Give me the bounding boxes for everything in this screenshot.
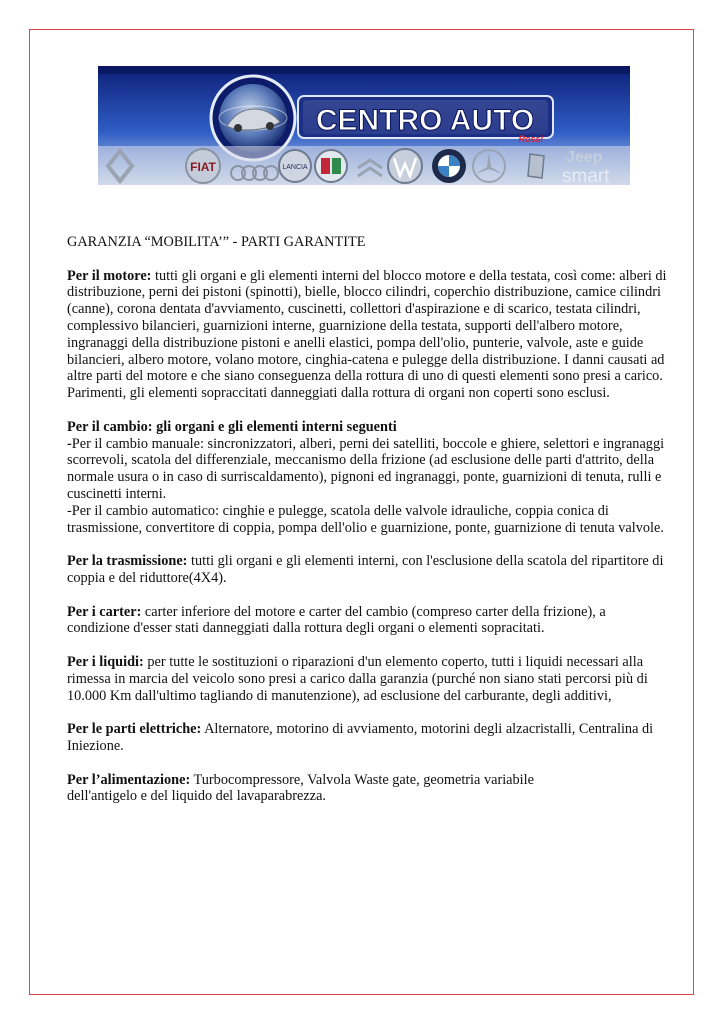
section-carter — [67, 604, 667, 638]
section-text: Per il cambio manuale: sincronizzatori, alberi, perni dei satelliti, boccole e ghiere, selettori e ingranaggi scorrevoli, scatola del differenziale, meccanismo della frizione (ad esclusione delle parti d'attrito, della normale usura o in caso di surriscaldamento), pignoni ed ingranaggi, ponte, guarnizioni di tenuta, rulli e cuscinetti interni. — [67, 435, 665, 502]
section-text: Alternatore, motorino di avviamento, motorini degli alzacristalli, Centralina di Iniezione. — [67, 721, 654, 754]
logo-text: CENTRO AUTO — [315, 104, 535, 137]
section-heading: Per i liquidi: — [67, 653, 144, 670]
section-cambio: Per il cambio: gli organi e gli elementi interni seguenti -Per il cambio manuale: sincronizzatori, alberi, perni dei satelliti, boccole e ghiere, selettori e ingranaggi scorrevoli, scatola del differenziale, meccanismo della frizione (ad esclusione delle parti d'attrito, della normale usura o in caso di surriscaldamento), pignoni ed ingranaggi, ponte, guarnizioni di tenuta, rulli e cuscinetti interni. -Per il cambio automatico: cinghie e pulegge, scatola delle valvole idrauliche, coppia conica di trasmissione, convertitore di coppia, pompa dell'olio e guarnizione, ponte, guarnizione di tenuta valvole. — [67, 418, 665, 536]
section-text: -Per il cambio automatico: cinghie e pulegge, scatola delle valvole idrauliche, coppia conica di trasmissione, convertitore di coppia, pompa dell'olio e guarnizione, ponte, guarnizione di tenuta valvole. — [67, 502, 664, 536]
peugeot-logo-icon — [528, 154, 544, 178]
svg-text:LANCIA: LANCIA — [282, 164, 308, 171]
section-heading: Per i carter: — [67, 603, 142, 620]
section-heading: Per le parti elettriche: — [67, 721, 202, 738]
bmw-logo-icon — [432, 149, 466, 183]
section-heading: Per il motore: — [67, 267, 152, 284]
section-text: dell'antigelo e del liquido del lavaparabrezza. — [67, 788, 327, 805]
section-heading: Per il cambio: gli organi e gli elementi interni seguenti — [67, 418, 397, 435]
section-text: carter inferiore del motore e carter del cambio (compreso carter della frizione), a condizione d'esser stati danneggiati dalla rottura degli organi o elementi sopracitati. — [67, 603, 606, 637]
section-motore — [67, 268, 667, 402]
svg-text:smart: smart — [562, 166, 610, 185]
fiat-logo-icon — [186, 149, 220, 183]
section-liquidi — [67, 654, 667, 704]
section-heading: Per la trasmissione: — [67, 553, 188, 570]
alfa-romeo-logo-icon — [315, 150, 347, 182]
lancia-logo-icon — [279, 150, 311, 182]
section-alimentazione — [67, 772, 667, 806]
volkswagen-logo-icon — [388, 149, 422, 183]
section-text: tutti gli organi e gli elementi interni del blocco motore e della testata, così come: alberi di distribuzione, perni dei pistoni (spinotti), bielle, blocco cilindri, coperchio distribuzione, camice cilindri (canne), corona dentata d'avviamento, cuscinetti, collettori d'aspirazione e di scarico, testata cilindri, complessivo bilancieri, guarnizioni interne, guarnizione della testata, supporti dell'albero motore, ingranaggi della distribuzione pistoni e anelli elastici, pompa dell'olio, punterie, valvole, aste e guide bilancieri, albero motore, volano motore, cinghia-catena e pulegge della distribuzione. I danni causati ad altre parti del motore e che siano conseguenza della rottura di uno di questi elementi sono presi a carico. Parimenti, gli elementi sopraccitati danneggiati dalla rottura di organi non coperti sono esclusi. — [67, 267, 667, 402]
svg-text:Jeep: Jeep — [566, 149, 603, 166]
section-heading: Per l’alimentazione: — [67, 771, 191, 788]
header-banner — [98, 66, 630, 185]
document-body — [67, 234, 667, 822]
section-text: Turbocompressore, Valvola Waste gate, geometria variabile — [190, 771, 534, 788]
section-parti-elettriche — [67, 721, 667, 755]
logo-subtext: Rossi — [518, 134, 543, 144]
svg-text:FIAT: FIAT — [190, 160, 216, 174]
document-title: GARANZIA “MOBILITA’” - PARTI GARANTITE — [67, 234, 366, 250]
section-text: tutti gli organi e gli elementi interni, con l'esclusione della scatola del ripartitore di coppia e del riduttore(4X4). — [67, 553, 664, 586]
section-text: per tutte le sostituzioni o riparazioni d'un elemento coperto, tutti i liquidi necessari alla rimessa in marcia del veicolo sono presi a carico dalla garanzia (purché non siano stati percorsi più di 10.000 Km dall'ultimo tagliando di manutenzione), ad esclusione del carburante, degli additivi, — [67, 653, 648, 704]
section-trasmissione — [67, 553, 667, 587]
